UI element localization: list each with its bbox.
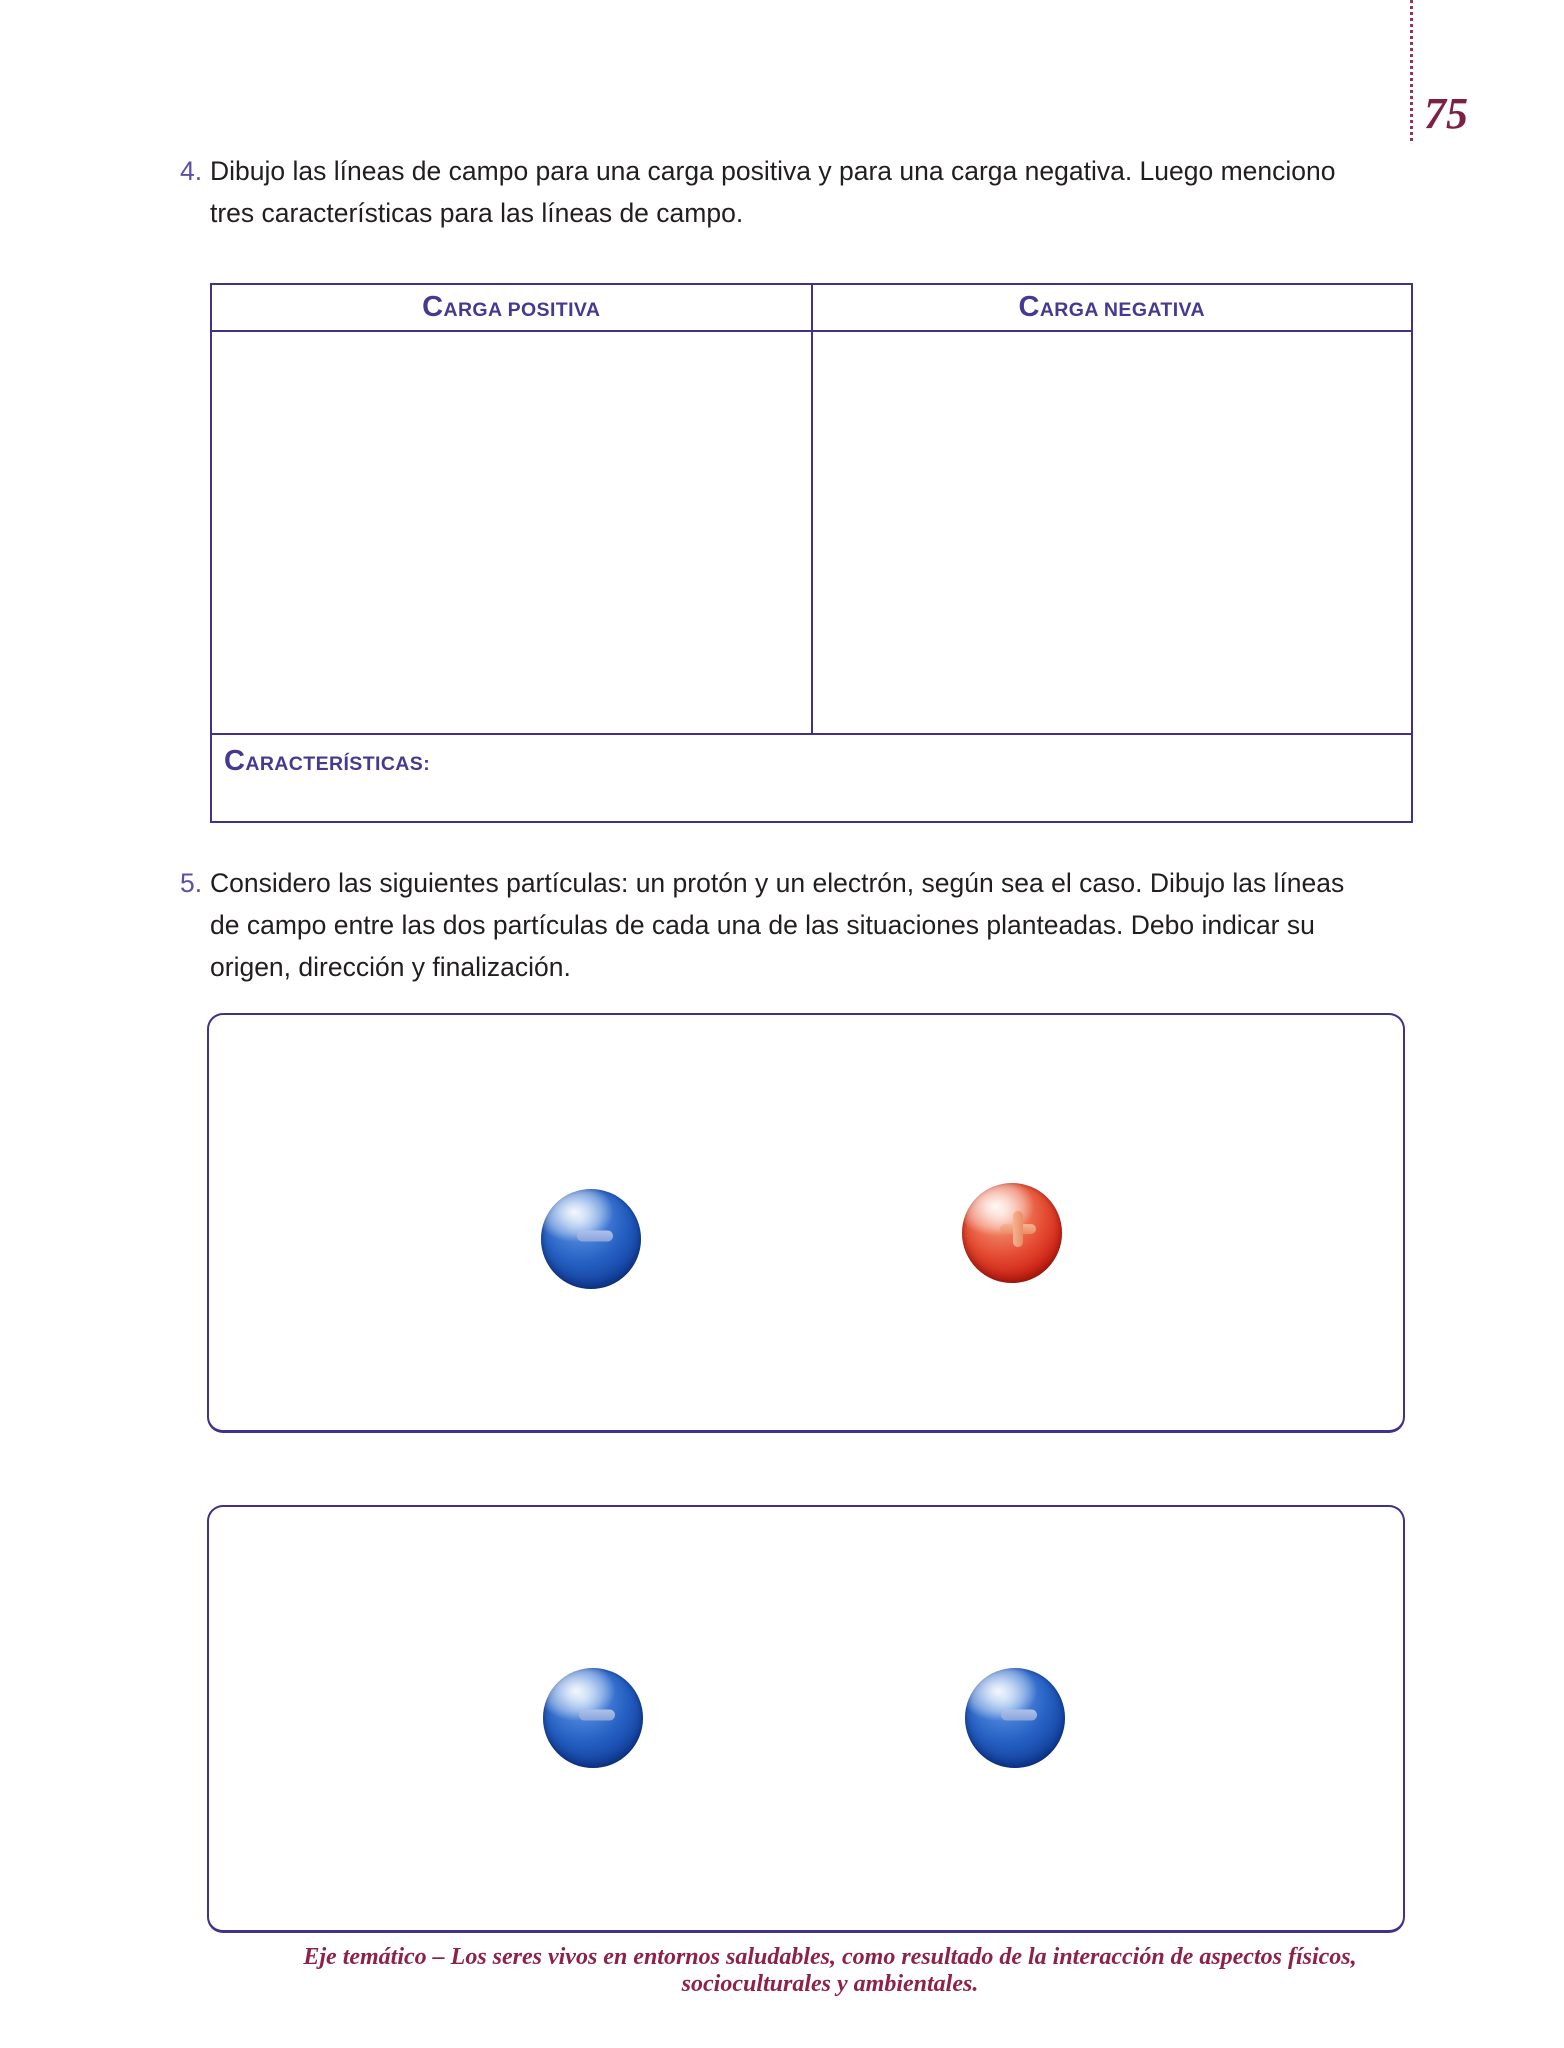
question-4: [180, 150, 1336, 234]
carga-positiva-label: CARGA POSITIVA: [422, 291, 601, 323]
question-4-number: 4.: [180, 156, 203, 186]
table-header-carga-negativa: [813, 285, 1412, 330]
footer-theme-text: Eje temático – Los seres vivos en entornos saludables, como resultado de la interacción de aspectos físicos, socioculturales y ambientales.: [303, 1944, 1357, 1997]
question-5-line-3: origen, dirección y finalización.: [210, 952, 571, 982]
electron-particle: [541, 1189, 641, 1289]
plus-sign-icon: [998, 1209, 1038, 1249]
field-diagram-box-2: [207, 1505, 1405, 1933]
answer-table: [210, 283, 1413, 823]
answer-cell-negative: [813, 332, 1412, 733]
page-number: 75: [1424, 89, 1468, 138]
minus-sign-icon: [1001, 1710, 1037, 1721]
margin-dotted-line: [1410, 0, 1413, 143]
question-5-text: [210, 862, 1344, 988]
minus-sign-icon: [577, 1231, 613, 1242]
field-diagram-box-1: [207, 1013, 1405, 1433]
table-header-carga-positiva: [212, 285, 813, 330]
question-4-line-1: Dibujo las líneas de campo para una carga positiva y para una carga negativa. Luego menciono: [210, 156, 1336, 186]
question-5-number: 5.: [180, 868, 203, 898]
answer-table-body-row: [212, 332, 1411, 735]
characteristics-row: [212, 735, 1411, 821]
minus-sign-icon: [579, 1710, 615, 1721]
question-4-text: [210, 150, 1336, 234]
question-5-line-2: de campo entre las dos partículas de cada una de las situaciones planteadas. Debo indicar su: [210, 910, 1315, 940]
question-4-line-2: tres características para las líneas de campo.: [210, 198, 744, 228]
question-5-line-1: Considero las siguientes partículas: un protón y un electrón, según sea el caso. Dibujo las líneas: [210, 868, 1345, 898]
question-5: [180, 862, 1344, 988]
electron-particle: [543, 1668, 643, 1768]
answer-cell-positive: [212, 332, 813, 733]
characteristics-label: CARACTERÍSTICAS:: [224, 745, 431, 777]
answer-table-header-row: [212, 285, 1411, 332]
electron-particle: [965, 1668, 1065, 1768]
carga-negativa-label: CARGA NEGATIVA: [1018, 291, 1205, 323]
proton-particle: [962, 1183, 1062, 1283]
